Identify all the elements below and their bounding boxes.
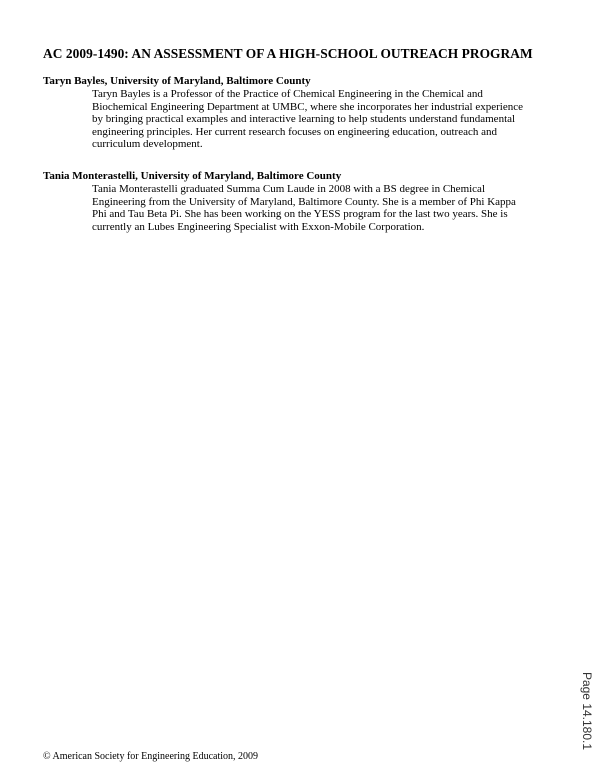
paper-title: AC 2009-1490: AN ASSESSMENT OF A HIGH-SCHOOL OUTREACH PROGRAM	[43, 46, 533, 61]
bio-line: Engineering from the University of Maryland, Baltimore County. She is a member of Phi Kappa	[92, 195, 516, 208]
copyright-footer: © American Society for Engineering Education, 2009	[43, 751, 259, 762]
bio-line: by bringing practical examples and interactive learning to help students understand fundamental	[92, 113, 516, 126]
author-section-bayles	[43, 75, 563, 151]
bio-line: Phi and Tau Beta Pi. She has been working on the YESS program for the last two years. She is	[92, 208, 508, 221]
bio-line: Biochemical Engineering Department at UMBC, where she incorporates her industrial experience	[92, 100, 523, 113]
author-section-monterastelli	[43, 170, 563, 233]
author-heading: Tania Monterastelli, University of Maryland, Baltimore County	[43, 170, 342, 182]
author-bio	[92, 183, 563, 233]
author-heading: Taryn Bayles, University of Maryland, Baltimore County	[43, 75, 311, 87]
bio-line: Tania Monterastelli graduated Summa Cum Laude in 2008 with a BS degree in Chemical	[92, 183, 485, 195]
bio-line: Taryn Bayles is a Professor of the Practice of Chemical Engineering in the Chemical and	[92, 88, 483, 100]
bio-line: currently an Lubes Engineering Specialist with Exxon-Mobile Corporation.	[92, 220, 425, 233]
author-bio	[92, 88, 563, 151]
page-number-label: Page 14.180.1	[580, 671, 594, 751]
bio-line: engineering principles. Her current research focuses on engineering education, outreach and	[92, 125, 497, 138]
bio-line: curriculum development.	[92, 138, 203, 151]
